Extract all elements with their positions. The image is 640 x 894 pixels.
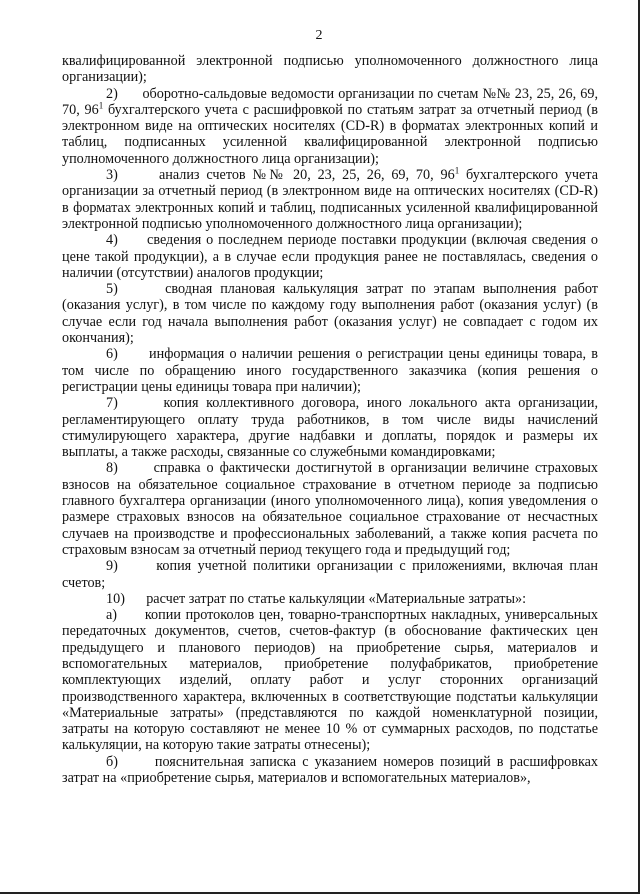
item-text-cont: бухгалтерского учета организации за отчетный период (в электронном виде на оптических носителях (CD-R) в форматах электронных копий и таблиц, подписанных усиленной квалифицированной электронной подписью уполномоченного должностного лица организации); xyxy=(62,167,598,232)
item-text: копии протоколов цен, товарно-транспортных накладных, универсальных передаточных документов, счетов, счетов-фактур (в обоснование фактических цен предыдущего и планового периодов) на приобретение сырья, материалов и вспомогательных материалов, приобретение полуфабрикатов, приобретение комплектующих изделий, оплату работ и услуг сторонних организаций производственного характера, включенных в соответствующие подстатьи калькуляции «Материальные затраты» (представляются по каждой номенклатурной позиции, затраты на которую составляют не менее 10 % от суммарных расходов, по подстатье калькуляции, на которую такие затраты отнесены); xyxy=(62,607,598,754)
list-item-2 xyxy=(62,86,598,167)
list-item-3 xyxy=(62,167,598,232)
item-text: сводная плановая калькуляция затрат по этапам выполнения работ (оказания услуг), в том числе по каждому году выполнения работ (оказания услуг) (в случае если год начала выполнения работ (оказания услуг) не совпадает с годом их окончания); xyxy=(62,281,598,347)
footnote-superscript: 1 xyxy=(454,165,460,176)
item-marker: 8) xyxy=(106,460,118,477)
item-marker: 9) xyxy=(106,558,118,575)
document-body xyxy=(62,53,598,786)
item-text-cont: бухгалтерского учета с расшифровкой по статьям затрат за отчетный период (в электронном виде на оптических носителях (CD-R) в форматах электронных копий и таблиц, подписанных усиленной квалифицированной электронной подписью уполномоченного должностного лица организации); xyxy=(62,101,598,167)
item-marker: 6) xyxy=(106,346,118,363)
page-number: 2 xyxy=(315,28,323,43)
item-marker: 2) xyxy=(106,85,118,102)
paragraph-continuation: квалифицированной электронной подписью уполномоченного должностного лица организации); xyxy=(62,53,598,86)
list-item-8 xyxy=(62,460,598,558)
item-marker: 7) xyxy=(106,395,118,412)
item-marker: 5) xyxy=(106,281,118,298)
list-item-4 xyxy=(62,232,598,281)
list-item-10 xyxy=(62,591,598,607)
sub-item-a xyxy=(62,607,598,754)
item-text: справка о фактически достигнутой в организации величине страховых взносов на обязательное социальное страхование в отчетном периоде за подписью главного бухгалтера организации (иного уполномоченного лица), копия уведомления о размере страховых взносов на обязательное социальное страхование от несчастных случаев на производстве и профессиональных заболеваний, а также копия расчета по страховым взносам за отчетный период текущего года и предыдущий год; xyxy=(62,460,599,558)
item-text: анализ счетов №№ 20, 23, 25, 26, 69, 70, 96 xyxy=(158,167,455,184)
item-text: информация о наличии решения о регистрации цены единицы товара, в том числе по обращению иного государственного заказчика (копия решения о регистрации цены единицы товара при наличии); xyxy=(62,346,598,395)
list-item-7 xyxy=(62,395,598,460)
list-item-5 xyxy=(62,281,598,346)
item-marker: 10) xyxy=(106,590,125,607)
item-text: сведения о последнем периоде поставки продукции (включая сведения о цене такой продукции), а в случае если продукция ранее не поставлялась, сведения о наличии (отсутствии) аналогов продукции; xyxy=(62,232,598,281)
sub-item-b xyxy=(62,754,598,787)
item-text: оборотно-сальдовые ведомости организации по счетам №№ 23, 25, 26, 69, 70, 96 xyxy=(62,85,598,118)
item-marker: б) xyxy=(106,753,118,770)
list-item-9 xyxy=(62,558,598,591)
item-marker: 4) xyxy=(106,232,118,249)
item-text: копия учетной политики организации с приложениями, включая план счетов; xyxy=(62,558,598,591)
footnote-superscript: 1 xyxy=(98,100,104,111)
item-marker: а) xyxy=(106,607,118,624)
item-text: пояснительная записка с указанием номеров позиций в расшифровках затрат на «приобретение сырья, материалов и вспомогательных материалов», xyxy=(62,753,599,787)
item-text: расчет затрат по статье калькуляции «Материальные затраты»: xyxy=(146,590,527,607)
item-marker: 3) xyxy=(106,167,118,184)
list-item-6 xyxy=(62,346,598,395)
item-text: копия коллективного договора, иного локального акта организации, регламентирующего оплату труда работников, в том числе виды начислений стимулирующего характера, другие надбавки и доплаты, порядок и размеры их выплаты, а также расходы, связанные со служебными командировками; xyxy=(62,395,598,461)
